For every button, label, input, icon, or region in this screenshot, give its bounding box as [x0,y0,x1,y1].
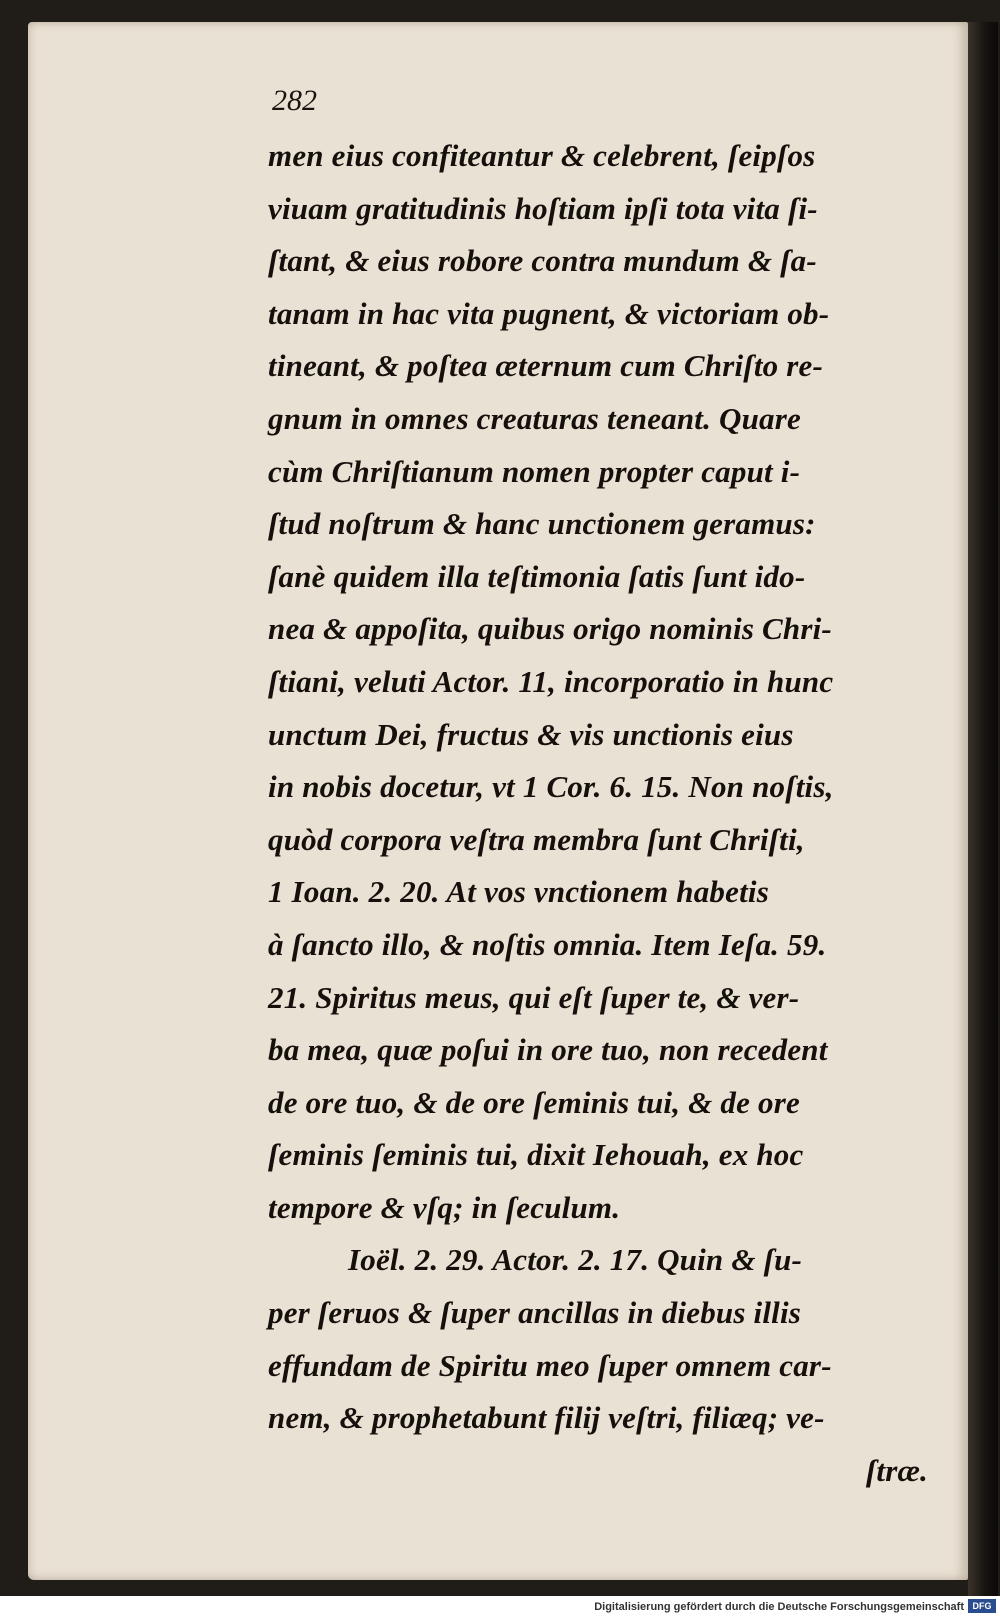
paragraph-start-line: Ioël. 2. 29. Actor. 2. 17. Quin & ſu- [348,1242,803,1278]
footer-bar [0,1596,1000,1616]
text-line: ſanè quidem illa teſtimonia ſatis ſunt ido- [268,558,806,594]
text-line: 1 Ioan. 2. 20. At vos vnctionem habetis [268,874,769,910]
page-number: 282 [272,84,317,117]
text-line: in nobis docetur, vt 1 Cor. 6. 15. Non noſtis, [268,769,834,805]
text-line: nem, & prophetabunt filij veſtri, filiæq; ve- [268,1400,825,1436]
text-line: quòd corpora veſtra membra ſunt Chriſti, [268,821,805,857]
dfg-logo-icon: DFG [968,1599,996,1613]
text-line: ſtud noſtrum & hanc unctionem geramus: [268,506,816,542]
text-line: unctum Dei, fructus & vis unctionis eius [268,716,794,752]
text-line: ſtant, & eius robore contra mundum & ſa- [268,243,817,279]
text-line: men eius confiteantur & celebrent, ſeipſos [268,138,816,173]
text-line: per ſeruos & ſuper ancillas in diebus illis [268,1295,802,1331]
book-page [28,22,968,1580]
text-line: ba mea, quæ poſui in ore tuo, non recedent [268,1032,828,1068]
text-line: tanam in hac vita pugnent, & victoriam ob- [268,295,830,331]
text-line: effundam de Spiritu meo ſuper omnem car- [268,1347,832,1383]
last-text-line: ſtræ. [865,1452,928,1488]
text-line: tineant, & poſtea æternum cum Chriſto re- [268,348,824,384]
text-line: 21. Spiritus meus, qui eſt ſuper te, & ver- [268,979,800,1015]
text-line: viuam gratitudinis hoſtiam ipſi tota vita ſi- [268,190,818,226]
text-line: nea & appoſita, quibus origo nominis Chri- [268,611,832,647]
text-block [268,130,968,1497]
text-line: à ſancto illo, & noſtis omnia. Item Ieſa. 59. [268,926,827,962]
text-line: tempore & vſq; in ſeculum. [268,1189,621,1225]
text-line: cùm Chriſtianum nomen propter caput i- [268,453,801,489]
text-line: de ore tuo, & de ore ſeminis tui, & de ore [268,1084,800,1120]
text-line: gnum in omnes creaturas teneant. Quare [268,400,801,436]
text-line: ſeminis ſeminis tui, dixit Iehouah, ex hoc [268,1137,804,1173]
text-line: ſtiani, veluti Actor. 11, incorporatio in hunc [268,663,834,699]
funding-credit: Digitalisierung gefördert durch die Deutsche Forschungsgemeinschaft [594,1601,964,1613]
page-edge [968,22,998,1612]
